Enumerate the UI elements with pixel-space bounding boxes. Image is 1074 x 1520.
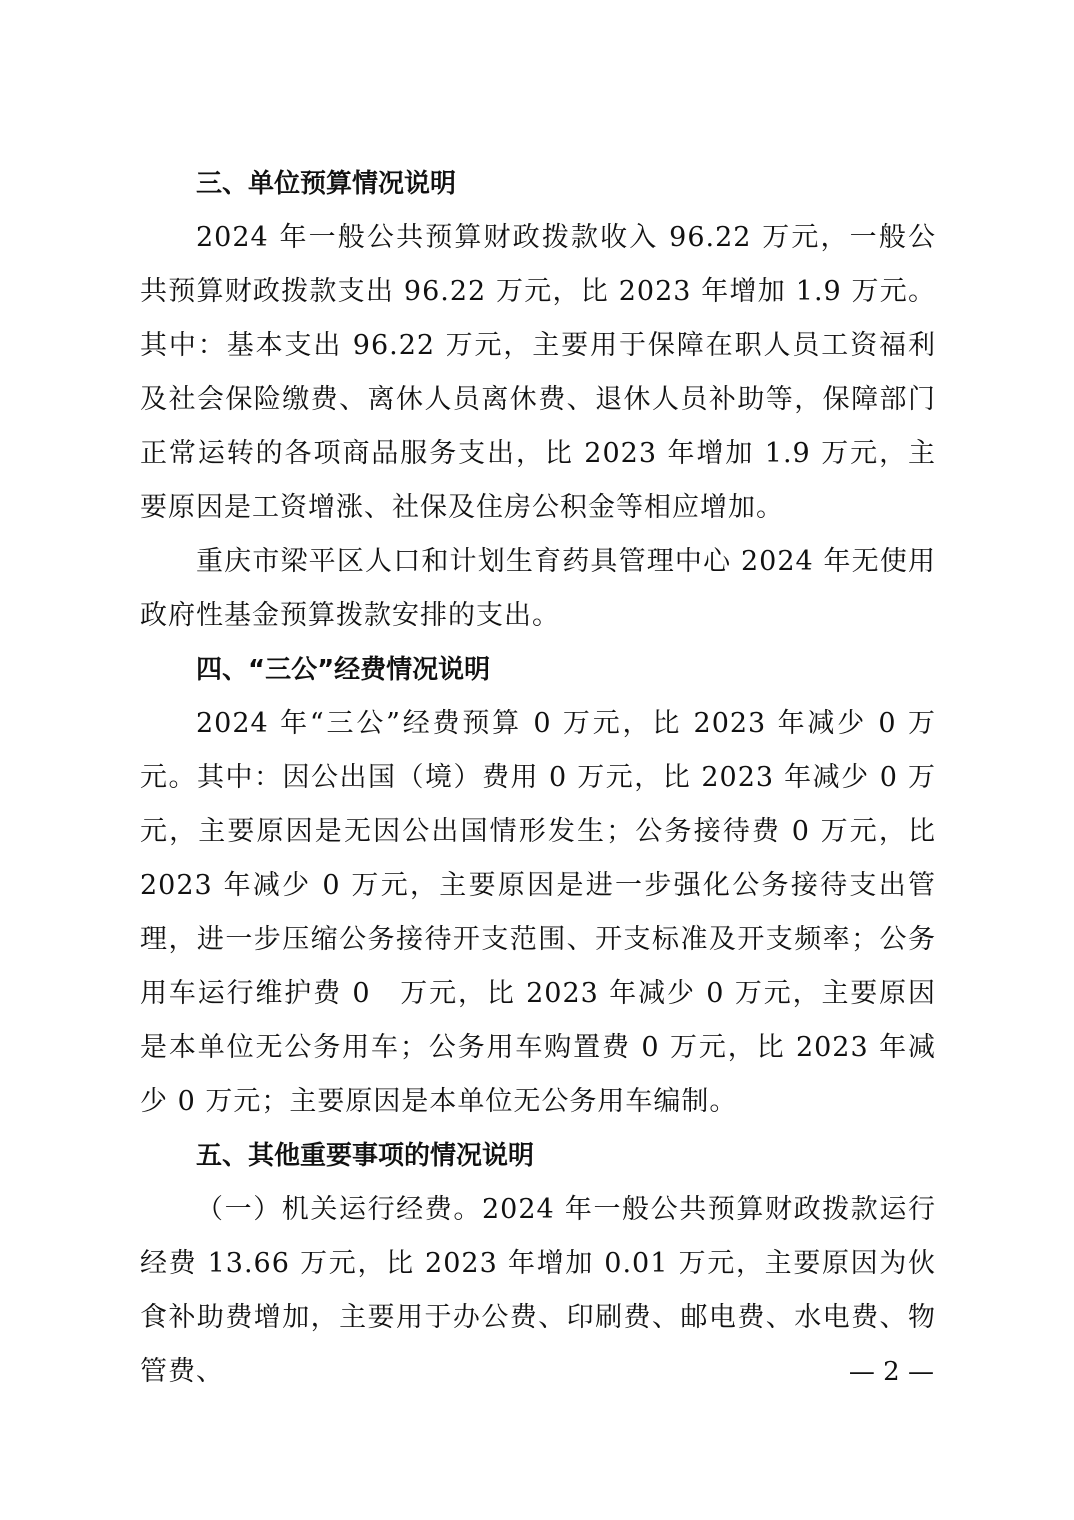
section-heading: 五、其他重要事项的情况说明 [196, 1141, 535, 1171]
section-heading: 三、单位预算情况说明 [196, 169, 457, 199]
paragraph: 2024 年“三公”经费预算 0 万元，比 2023 年减少 0 万元。其中：因公出国（境）费用 0 万元，比 2023 年减少 0 万元，主要原因是无因公出国情形发生；公务接待费 0 万元，比 2023 年减少 0 万元，主要原因是进一步强化公务接待支出管理，进一步压缩公务接待开支范围、开支标准及开支频率；公务用车运行维护费 0 万元，比 2023 年减少 0 万元，主要原因是本单位无公务用车；公务用车购置费 0 万元，比 2023 年减少 0 万元；主要原因是本单位无公务用车编制。 [140, 708, 936, 1117]
section-heading: 四、“三公”经费情况说明 [196, 655, 491, 685]
document-body [140, 157, 936, 1399]
paragraph: 2024 年一般公共预算财政拨款收入 96.22 万元，一般公共预算财政拨款支出 96.22 万元，比 2023 年增加 1.9 万元。其中：基本支出 96.22 万元，主要用于保障在职人员工资福利及社会保险缴费、离休人员离休费、退休人员补助等，保障部门正常运转的各项商品服务支出，比 2023 年增加 1.9 万元，主要原因是工资增涨、社保及住房公积金等相应增加。 [140, 222, 936, 523]
paragraph: （一）机关运行经费。2024 年一般公共预算财政拨款运行经费 13.66 万元，比 2023 年增加 0.01 万元，主要原因为伙食补助费增加，主要用于办公费、印刷费、邮电费、水电费、物管费、 [140, 1194, 936, 1387]
page-number: — 2 — [848, 1357, 934, 1387]
paragraph: 重庆市梁平区人口和计划生育药具管理中心 2024 年无使用政府性基金预算拨款安排的支出。 [140, 546, 936, 631]
